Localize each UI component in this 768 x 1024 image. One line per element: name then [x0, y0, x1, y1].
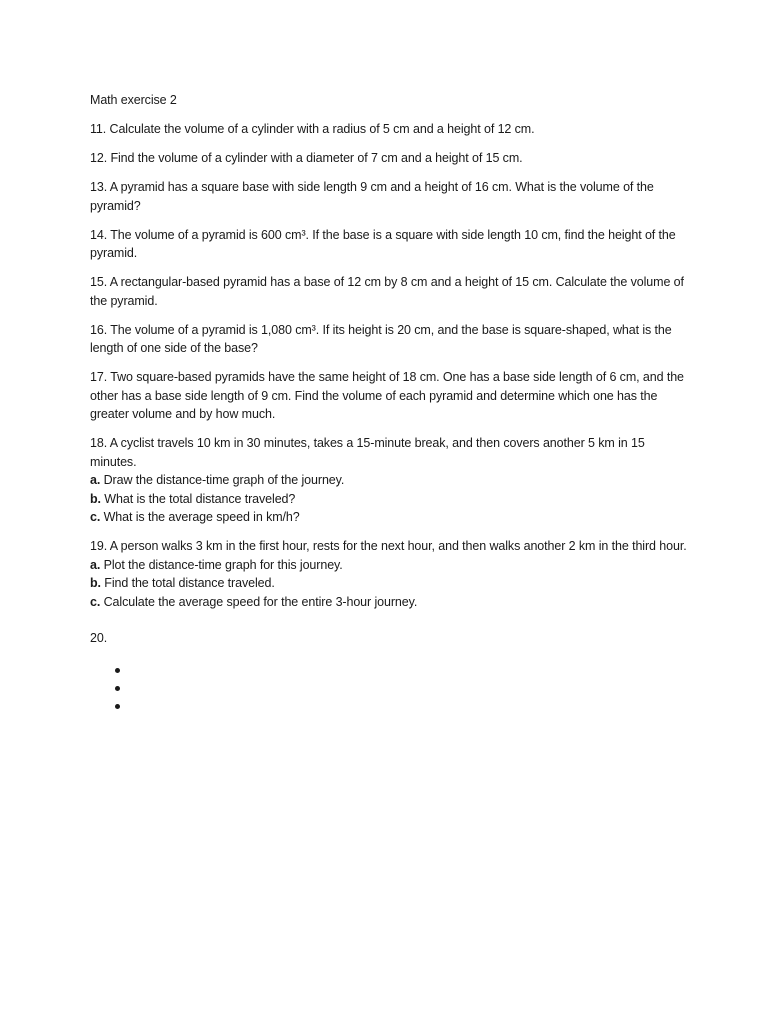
- question-11: 11. Calculate the volume of a cylinder with a radius of 5 cm and a height of 12 cm.: [90, 122, 535, 136]
- part-text: Find the total distance traveled.: [100, 576, 275, 590]
- document-title: Math exercise 2: [90, 93, 177, 107]
- question-19: [90, 537, 690, 611]
- question-12: 12. Find the volume of a cylinder with a diameter of 7 cm and a height of 15 cm.: [90, 151, 523, 165]
- part-text: Draw the distance-time graph of the journey.: [100, 473, 345, 487]
- bullet-item: [112, 660, 690, 678]
- part-text: What is the total distance traveled?: [100, 491, 296, 506]
- question-20-label: 20.: [90, 631, 108, 645]
- question-14: 14. The volume of a pyramid is 600 cm³. If the base is a square with side length 10 cm, find the height of the pyramid.: [90, 227, 676, 260]
- question-16: 16. The volume of a pyramid is 1,080 cm³. If its height is 20 cm, and the base is square-shaped, what is the length of one side of the base?: [90, 322, 672, 355]
- question-18-part-a: [90, 471, 690, 490]
- question-15: 15. A rectangular-based pyramid has a base of 12 cm by 8 cm and a height of 15 cm. Calculate the volume of the pyramid.: [90, 275, 684, 308]
- question-17: 17. Two square-based pyramids have the same height of 18 cm. One has a base side length of 6 cm, and the other has a base side length of 9 cm. Find the volume of each pyramid and determine which one has the greater volume and by how much.: [90, 370, 684, 421]
- bullet-list: [90, 660, 690, 714]
- document-body: [90, 91, 690, 714]
- bullet-item: [112, 678, 690, 696]
- bullet-item: [112, 696, 690, 714]
- question-19-part-b: [90, 574, 690, 593]
- part-text: Calculate the average speed for the entire 3-hour journey.: [100, 594, 418, 609]
- part-label: b.: [90, 491, 101, 506]
- part-text: What is the average speed in km/h?: [100, 510, 300, 524]
- part-label: c.: [90, 594, 101, 609]
- part-text: Plot the distance-time graph for this journey.: [100, 557, 343, 572]
- question-18-part-b: [90, 490, 690, 509]
- question-18: [90, 434, 690, 527]
- part-label: c.: [90, 510, 101, 524]
- part-label: a.: [90, 557, 101, 572]
- part-label: b.: [90, 576, 101, 590]
- question-19-text: 19. A person walks 3 km in the first hour, rests for the next hour, and then walks another 2 km in the third hour.: [90, 539, 687, 553]
- part-label: a.: [90, 473, 101, 487]
- question-18-part-c: [90, 508, 690, 527]
- question-13: 13. A pyramid has a square base with side length 9 cm and a height of 16 cm. What is the volume of the pyramid?: [90, 180, 654, 213]
- question-19-part-c: [90, 593, 690, 612]
- question-19-part-a: [90, 556, 690, 575]
- question-18-text: 18. A cyclist travels 10 km in 30 minutes, takes a 15-minute break, and then covers another 5 km in 15 minutes.: [90, 436, 645, 469]
